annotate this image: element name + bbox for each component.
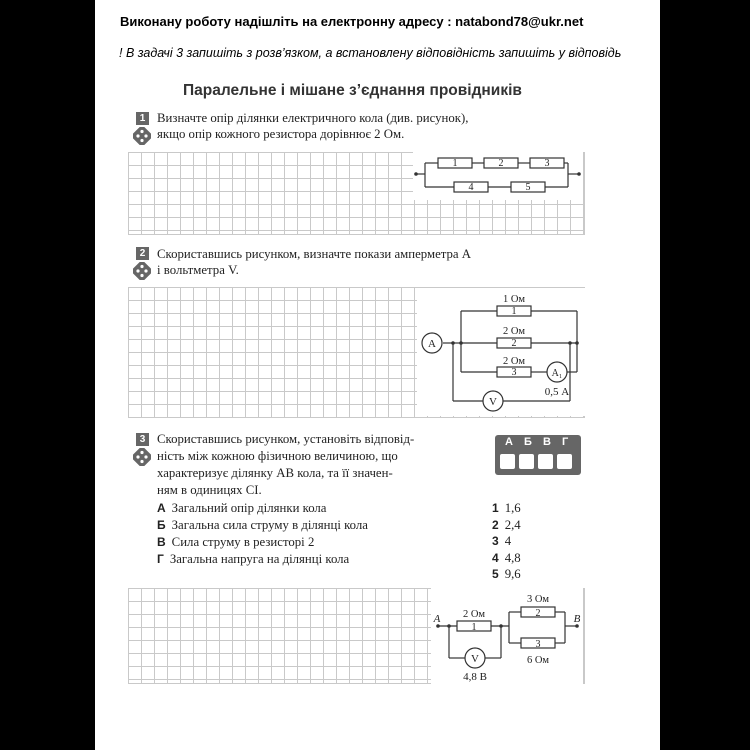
answer-box (495, 435, 581, 475)
ammeter-a1-label: A₁ (551, 368, 563, 379)
task2-r1-num: 1 (511, 306, 517, 317)
task1-circuit-diagram (413, 150, 583, 200)
task2-circuit (417, 288, 585, 416)
quantity-item: Г Загальна напруга на ділянці кола (157, 552, 350, 566)
task1-line2: якщо опір кожного резистора дорівнює 2 Ом. (157, 127, 405, 141)
answer-cell-g[interactable] (557, 454, 572, 469)
submit-instruction: Виконану роботу надішліть на електронну адресу : natabond78@ukr.net (120, 14, 584, 29)
task1-resistor-5-label: 5 (525, 182, 531, 193)
quantities-list (157, 500, 368, 568)
task3-r1-num: 1 (471, 622, 477, 633)
value-item: 4 4,8 (492, 550, 521, 565)
task3-r2-value: 3 Ом (526, 594, 550, 605)
task3-r3-value: 6 Ом (526, 655, 550, 666)
quantity-item: А Загальний опір ділянки кола (157, 501, 327, 515)
task3-r2-num: 2 (535, 608, 541, 619)
task3-line4: ням в одиницях СІ. (157, 483, 262, 497)
task3-r1-value: 2 Ом (462, 609, 486, 620)
task2-r1-value: 1 Ом (502, 294, 526, 305)
task2-line2: і вольтметра V. (157, 263, 239, 277)
value-item: 1 1,6 (492, 501, 521, 515)
quantity-item: В Сила струму в резисторі 2 (157, 535, 315, 549)
task2-r3-value: 2 Ом (502, 356, 526, 367)
task1-text (157, 110, 468, 142)
values-list (492, 500, 521, 583)
voltmeter-label: V (489, 396, 497, 408)
answer-letter-v: В (543, 436, 551, 448)
task1-resistor-4-label: 4 (468, 182, 474, 193)
ammeter-a-label: A (428, 338, 436, 350)
task1-line1: Визначте опір ділянки електричного кола (див. рисунок), (157, 111, 469, 125)
task1-number: 1 (136, 112, 149, 125)
task2-r2-value: 2 Ом (502, 326, 526, 337)
task1-resistor-1-label: 1 (452, 158, 458, 169)
dice-icon (133, 448, 151, 466)
task3-number: 3 (136, 433, 149, 446)
task3-voltage-value: 4,8 В (463, 671, 487, 683)
task3-r3-num: 3 (535, 639, 541, 650)
dice-icon (133, 127, 151, 145)
task2-current-value: 0,5 А (544, 386, 570, 398)
answer-letter-b: Б (524, 436, 532, 448)
dice-icon (133, 262, 151, 280)
answer-letter-a: А (505, 436, 513, 448)
task2-r3-num: 3 (511, 367, 517, 378)
value-item: 3 4 (492, 534, 512, 548)
task3-line1: Скориставшись рисунком, установіть відповід- (157, 432, 415, 446)
value-item: 5 9,6 (492, 567, 521, 581)
task3-line2: ність між кожною фізичною величиною, що (157, 449, 398, 463)
value-item: 2 2,4 (492, 517, 521, 532)
answer-letter-g: Г (562, 436, 569, 448)
task1-resistor-3-label: 3 (544, 158, 550, 169)
task2-line1: Скориставшись рисунком, визначте покази амперметра А (157, 247, 472, 261)
point-b-label: B (573, 613, 581, 625)
page-title: Паралельне і мішане з’єднання провідників (183, 82, 522, 99)
task2-r2-num: 2 (511, 338, 517, 349)
task3-note: ! В задачі 3 запишіть з розв’язком, а встановлену відповідність запишіть у відповідь (119, 46, 622, 60)
task2-number: 2 (136, 247, 149, 260)
task3-line3: характеризує ділянку AB кола, та її значен- (157, 466, 393, 480)
task3-text (157, 431, 414, 499)
task2-text (157, 246, 471, 278)
answer-cell-a[interactable] (500, 454, 515, 469)
task3-voltmeter-label: V (471, 653, 479, 665)
task1-resistor-2-label: 2 (498, 158, 504, 169)
task3-circuit-diagram (431, 588, 583, 684)
answer-cell-v[interactable] (538, 454, 553, 469)
quantity-item: Б Загальна сила струму в ділянці кола (157, 518, 368, 532)
worksheet-page (95, 0, 660, 750)
answer-cell-b[interactable] (519, 454, 534, 469)
point-a-label: A (433, 613, 441, 625)
